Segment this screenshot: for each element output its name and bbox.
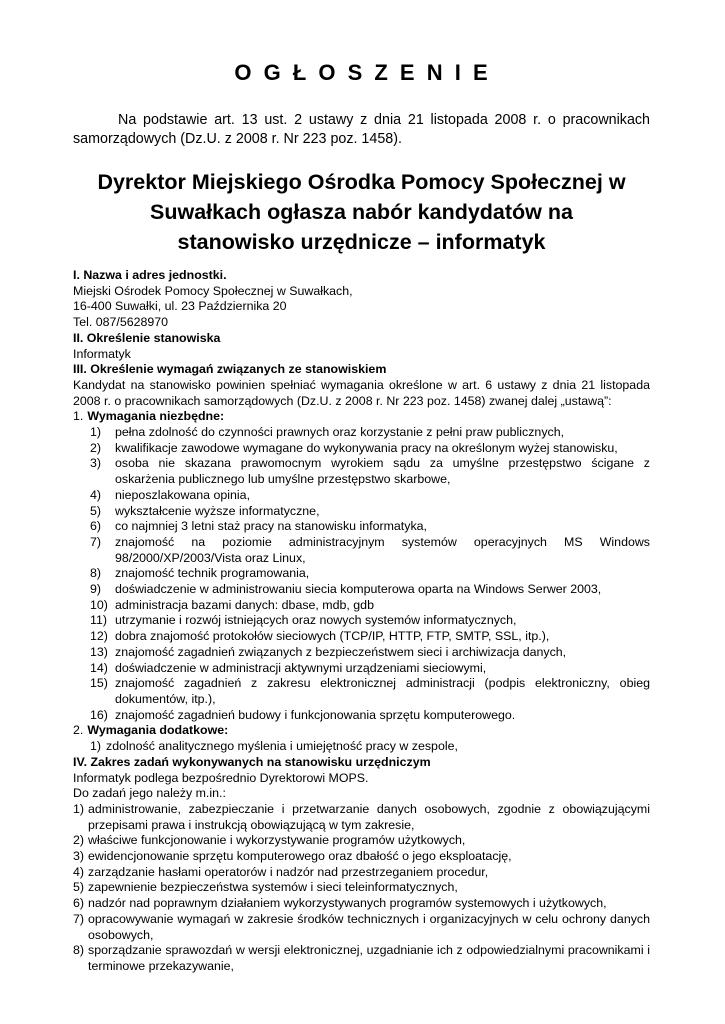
item-number: 13) bbox=[90, 644, 108, 659]
list-item bbox=[90, 441, 650, 457]
item-number: 11) bbox=[90, 613, 107, 628]
required-list bbox=[90, 425, 650, 723]
list-item bbox=[73, 912, 650, 943]
list-item bbox=[90, 504, 650, 520]
item-text: znajomość technik programowania, bbox=[115, 566, 310, 581]
list-item bbox=[90, 708, 650, 724]
item-text: właściwe funkcjonowanie i wykorzystywanie programów użytkowych, bbox=[88, 833, 466, 848]
additional-list bbox=[90, 739, 650, 755]
list-item bbox=[90, 535, 650, 566]
list-item bbox=[90, 613, 650, 629]
item-number: 2) bbox=[90, 440, 102, 455]
heading-line: stanowisko urzędnicze – informatyk bbox=[177, 230, 546, 254]
list-item bbox=[73, 849, 650, 865]
item-text: zapewnienie bezpieczeństwa systemów i sieci teleinformatycznych, bbox=[88, 880, 458, 895]
list-item bbox=[73, 865, 650, 881]
list-item bbox=[90, 739, 650, 755]
item-number: 16) bbox=[90, 707, 108, 722]
item-number: 8) bbox=[73, 943, 85, 958]
additional-subheading bbox=[73, 723, 650, 739]
item-text: zarządzanie hasłami operatorów i nadzór nad przestrzeganiem procedur, bbox=[88, 864, 489, 879]
item-text: znajomość zagadnień budowy i funkcjonowania sprzętu komputerowego. bbox=[115, 707, 516, 722]
document-body bbox=[73, 268, 650, 975]
list-item bbox=[90, 661, 650, 677]
requirements-paragraph: Kandydat na stanowisko powinien spełniać wymagania określone w art. 6 ustawy z dnia 21 listopada 2008 r. o pracownikach samorządowych (Dz.U. z 2008 r. Nr 223 poz. 1458) zwanej dalej „ustawą”: bbox=[73, 377, 650, 408]
item-number: 1) bbox=[73, 801, 85, 816]
item-number: 8) bbox=[90, 566, 102, 581]
list-item bbox=[73, 880, 650, 896]
address-line: 16-400 Suwałki, ul. 23 Października 20 bbox=[73, 299, 287, 314]
item-text: zdolność analitycznego myślenia i umiejętność pracy w zespole, bbox=[106, 739, 458, 754]
heading-line: Suwałkach ogłasza nabór kandydatów na bbox=[150, 200, 573, 224]
item-text: co najmniej 3 letni staż pracy na stanowisku informatyka, bbox=[115, 519, 427, 534]
heading-line: Dyrektor Miejskiego Ośrodka Pomocy Społecznej w bbox=[97, 170, 626, 194]
item-number: 7) bbox=[90, 534, 102, 549]
item-number: 3) bbox=[73, 849, 85, 864]
list-item bbox=[73, 833, 650, 849]
item-text: pełna zdolność do czynności prawnych oraz korzystanie z pełni praw publicznych, bbox=[115, 425, 565, 440]
list-item bbox=[90, 566, 650, 582]
item-text: nieposzlakowana opinia, bbox=[115, 487, 251, 502]
position-name: Informatyk bbox=[73, 346, 131, 361]
list-item bbox=[90, 425, 650, 441]
document-title: O G Ł O S Z E N I E bbox=[234, 60, 491, 85]
item-text: doświadczenie w administrowaniu siecia komputerowa oparta na Windows Serwer 2003, bbox=[115, 582, 602, 597]
address-line: Miejski Ośrodek Pomocy Społecznej w Suwałkach, bbox=[73, 283, 353, 298]
section-4-line: Do zadań jego należy m.in.: bbox=[73, 786, 226, 801]
list-item bbox=[90, 645, 650, 661]
section-3-heading: III. Określenie wymagań związanych ze stanowiskiem bbox=[73, 362, 387, 377]
subheading-label: Wymagania niezbędne: bbox=[87, 409, 225, 424]
item-number: 3) bbox=[90, 456, 102, 471]
item-text: dobra znajomość protokołów sieciowych (TCP/IP, HTTP, FTP, SMTP, SSL, itp.), bbox=[115, 629, 550, 644]
item-number: 14) bbox=[90, 660, 108, 675]
item-number: 1) bbox=[90, 425, 102, 440]
announcement-heading bbox=[73, 167, 650, 257]
list-item bbox=[90, 488, 650, 504]
item-number: 2) bbox=[73, 833, 85, 848]
required-subheading bbox=[73, 409, 650, 425]
item-text: sporządzanie sprawozdań w wersji elektronicznej, uzgadnianie ich z odpowiedzialnymi pracownikami i terminowe przekazywanie, bbox=[88, 943, 650, 973]
item-text: opracowywanie wymagań w zakresie środków technicznych i organizacyjnych w celu ochrony danych osobowych, bbox=[88, 911, 650, 942]
item-text: doświadczenie w administracji aktywnymi urządzeniami sieciowymi, bbox=[115, 660, 487, 675]
item-number: 6) bbox=[90, 519, 102, 534]
item-number: 9) bbox=[90, 582, 102, 597]
item-text: wykształcenie wyższe informatyczne, bbox=[115, 503, 320, 518]
list-item bbox=[90, 629, 650, 645]
section-2-heading: II. Określenie stanowiska bbox=[73, 330, 221, 345]
phone-line: Tel. 087/5628970 bbox=[73, 315, 169, 330]
list-item bbox=[73, 943, 650, 974]
item-number: 10) bbox=[90, 597, 108, 612]
item-number: 15) bbox=[90, 676, 108, 691]
item-text: znajomość na poziomie administracyjnym systemów operacyjnych MS Windows 98/2000/XP/2003/Vista oraz Linux, bbox=[115, 534, 650, 565]
section-4-heading: IV. Zakres zadań wykonywanych na stanowisku urzędniczym bbox=[73, 754, 431, 769]
list-item bbox=[90, 582, 650, 598]
section-1-heading: I. Nazwa i adres jednostki. bbox=[73, 268, 227, 282]
item-text: osoba nie skazana prawomocnym wyrokiem sądu za umyślne przestępstwo ścigane z oskarżenia publicznego lub umyślne przestępstwo skarbowe, bbox=[115, 456, 650, 487]
subheading-number: 1. bbox=[73, 409, 84, 424]
item-text: znajomość zagadnień z zakresu elektronicznej administracji (podpis elektroniczny, obieg dokumentów, itp.), bbox=[115, 676, 650, 706]
list-item bbox=[90, 519, 650, 535]
item-text: administrowanie, zabezpieczanie i przetwarzanie danych osobowych, zgodnie z obowiązującymi przepisami prawa i instrukcją obowiązującą w tym zakresie, bbox=[88, 801, 650, 832]
list-item bbox=[73, 802, 650, 833]
item-text: znajomość zagadnień związanych z bezpieczeństwem sieci i archiwizacja danych, bbox=[115, 644, 567, 659]
list-item bbox=[90, 598, 650, 614]
item-number: 5) bbox=[73, 880, 85, 895]
subheading-label: Wymagania dodatkowe: bbox=[87, 723, 229, 738]
item-text: utrzymanie i rozwój istniejących oraz nowych systemów informatycznych, bbox=[115, 613, 517, 628]
duties-list bbox=[73, 802, 650, 975]
section-4-line: Informatyk podlega bezpośrednio Dyrektorowi MOPS. bbox=[73, 770, 369, 785]
item-number: 12) bbox=[90, 629, 108, 644]
item-number: 5) bbox=[90, 503, 102, 518]
item-number: 4) bbox=[90, 487, 102, 502]
intro-paragraph: Na podstawie art. 13 ust. 2 ustawy z dnia 21 listopada 2008 r. o pracownikach samorządowych (Dz.U. z 2008 r. Nr 223 poz. 1458). bbox=[73, 112, 650, 147]
item-number: 7) bbox=[73, 911, 85, 926]
item-text: kwalifikacje zawodowe wymagane do wykonywania pracy na określonym wyżej stanowisku, bbox=[115, 440, 618, 455]
subheading-number: 2. bbox=[73, 723, 84, 738]
item-number: 1) bbox=[90, 739, 102, 754]
list-item bbox=[90, 676, 650, 707]
item-text: administracja bazami danych: dbase, mdb, gdb bbox=[115, 597, 374, 612]
item-number: 6) bbox=[73, 896, 85, 911]
item-text: ewidencjonowanie sprzętu komputerowego oraz dbałość o jego eksploatację, bbox=[88, 849, 512, 864]
item-text: nadzór nad poprawnym działaniem wykorzystywanych programów systemowych i użytkowych, bbox=[88, 896, 607, 911]
list-item bbox=[73, 896, 650, 912]
list-item bbox=[90, 456, 650, 487]
item-number: 4) bbox=[73, 864, 85, 879]
